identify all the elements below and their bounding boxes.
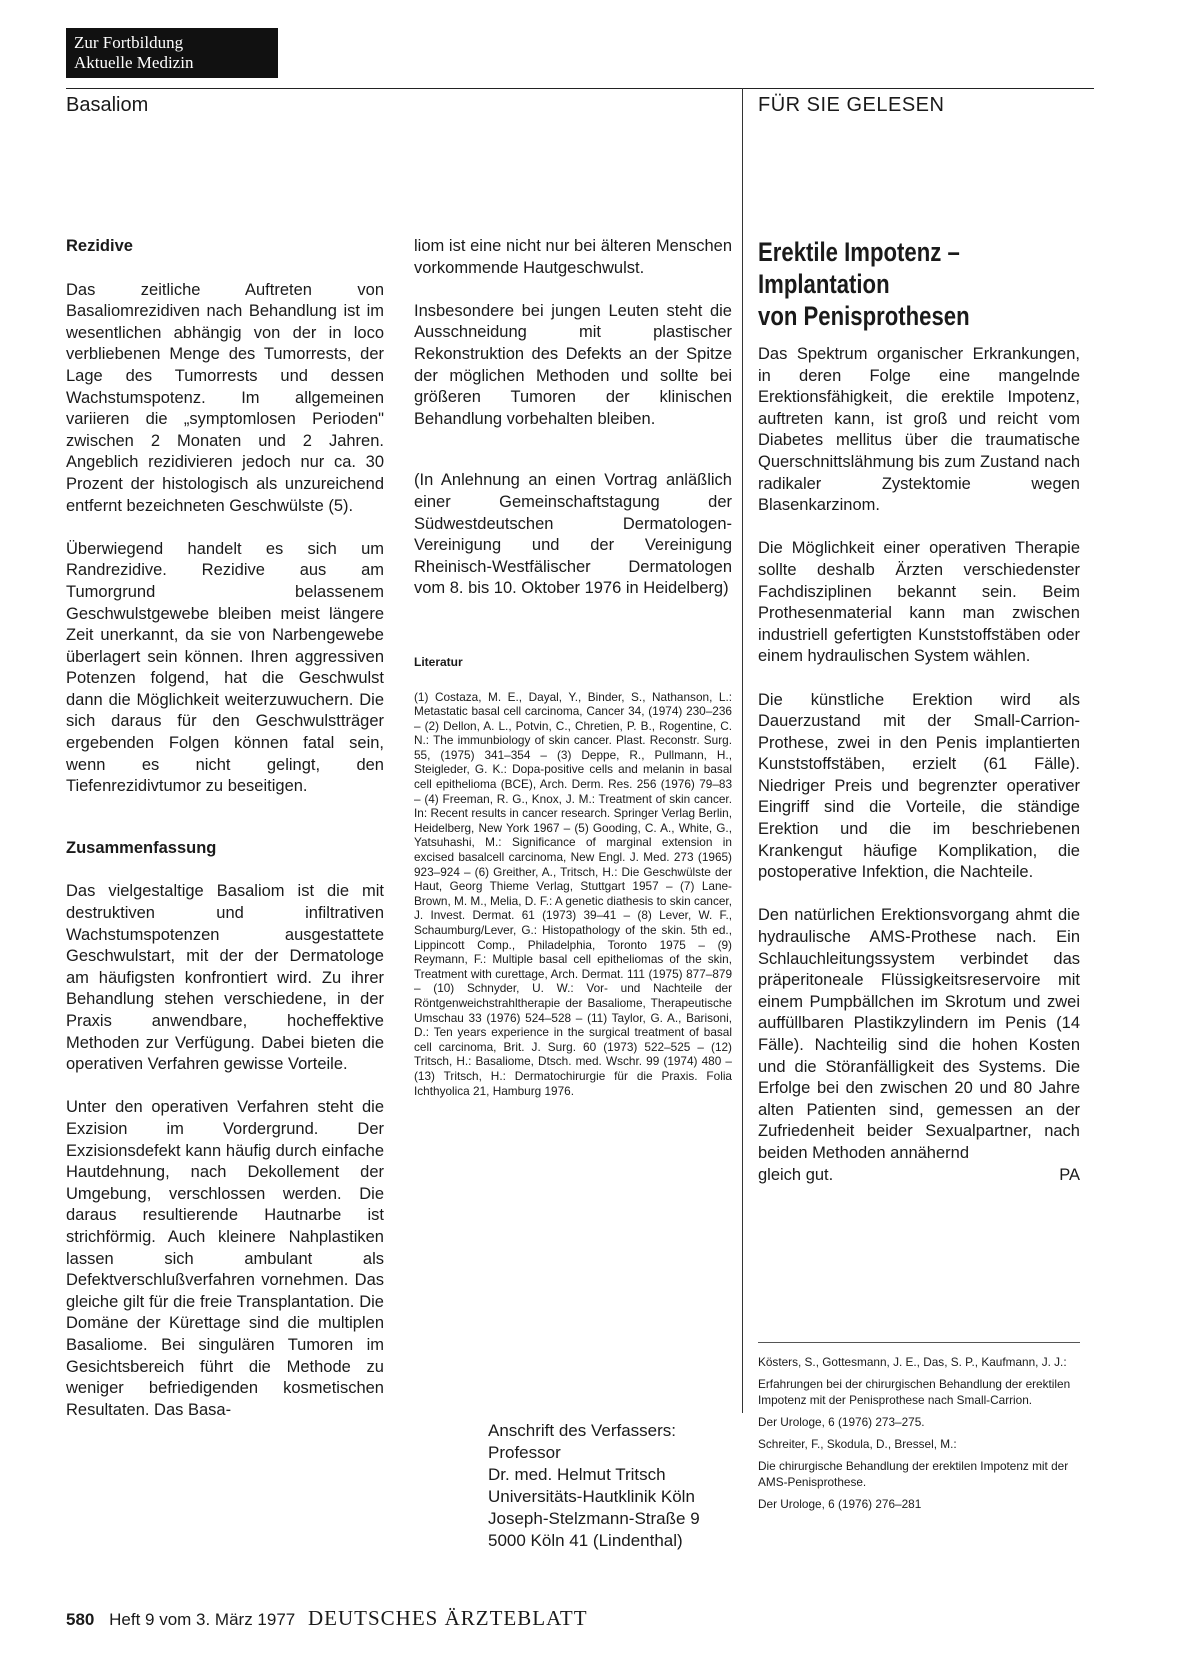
section-title-right: FÜR SIE GELESEN xyxy=(758,94,945,116)
address-line: Joseph-Stelzmann-Straße 9 xyxy=(488,1509,700,1528)
paragraph: Die Möglichkeit einer operativen Therapie sollte deshalb Ärzten verschiedenster Fachdisziplinen bekannt sein. Beim Prothesenmaterial kann man zwischen industriell gefertigten Kunststoffstäben oder einem hydraulischen System wählen. xyxy=(758,539,1080,666)
headline-line: von Penisprothesen xyxy=(758,301,970,331)
headline-line: Implantation xyxy=(758,269,890,299)
reference-title: Die chirurgische Behandlung der erektilen Impotenz mit der AMS-Penisprothese. xyxy=(758,1459,1069,1489)
paragraph-last-line xyxy=(758,1165,1080,1187)
article-column-2 xyxy=(414,236,732,1120)
paragraph: liom ist eine nicht nur bei älteren Menschen vorkommende Hautgeschwulst. xyxy=(414,237,732,277)
reference-authors: Schreiter, F., Skodula, D., Bressel, M.: xyxy=(758,1437,957,1451)
column-divider xyxy=(742,88,743,1413)
references-right xyxy=(758,1354,1082,1518)
reference-source: Der Urologe, 6 (1976) 273–275. xyxy=(758,1415,925,1429)
author-address xyxy=(488,1420,748,1552)
section-title-left: Basaliom xyxy=(66,94,149,116)
paragraph-end: gleich gut. xyxy=(758,1165,834,1184)
reference-title: Erfahrungen bei der chirurgischen Behandlung der erektilen Impotenz mit der Penisprothese nach Small-Carrion. xyxy=(758,1377,1071,1407)
magazine-name: DEUTSCHES ÄRZTEBLATT xyxy=(307,1606,588,1630)
paragraph: Überwiegend handelt es sich um Randrezidive. Rezidive aus am Tumorgrund belassenem Geschwulstgewebe bleiben meist längere Zeit unerkannt, da sie von Narbengewebe überlagert sein können. Ihren aggressiven Potenzen folgend, hat die Geschwulst dann die Möglichkeit weiterzuwuchern. Die sich daraus für den Geschwulstträger ergebenden Folgen können fatal sein, wenn es nicht gelingt, den Tiefenrezidivtumor zu beseitigen. xyxy=(66,539,384,796)
author-initials: PA xyxy=(1059,1165,1080,1184)
reference-authors: Kösters, S., Gottesmann, J. E., Das, S. P., Kaufmann, J. J.: xyxy=(758,1355,1067,1369)
paragraph: Den natürlichen Erektionsvorgang ahmt die hydraulische AMS-Prothese nach. Ein Schlauchleitungssystem verbindet das präperitoneale Flüssigkeitsreservoire mit einem Pumpbällchen im Skrotum und zwei auffüllbaren Plastikzylindern im Penis (14 Fälle). Nachteilig sind die hohen Kosten und die Störanfälligkeit des Systems. Die Erfolge bei den zwischen 20 und 80 Jahre alten Patienten sind, gemessen an der Zufriedenheit beider Sexualpartner, nach beiden Methoden annähernd xyxy=(758,906,1080,1162)
article-headline xyxy=(758,236,1078,332)
badge-line-2: Aktuelle Medizin xyxy=(74,53,194,72)
address-line: Universitäts-Hautklinik Köln xyxy=(488,1487,695,1506)
issue-info: Heft 9 vom 3. März 1977 xyxy=(109,1610,296,1629)
article-column-3 xyxy=(758,236,1080,1186)
paragraph: Die künstliche Erektion wird als Dauerzustand mit der Small-Carrion-Prothese, zwei in den Penis implantierten Kunststoffstäben, erzielt (61 Fälle). Niedriger Preis und begrenzter operativer Eingriff sind die Vorteile, die ständige Erektion und die im beschriebenen Krankengut häufige Komplikation, die postoperative Infektion, die Nachteile. xyxy=(758,690,1080,882)
badge-line-1: Zur Fortbildung xyxy=(74,33,184,52)
reference-source: Der Urologe, 6 (1976) 276–281 xyxy=(758,1497,922,1511)
page-footer xyxy=(66,1606,588,1631)
headline-line: Erektile Impotenz – xyxy=(758,237,960,267)
paragraph: Insbesondere bei jungen Leuten steht die Ausschneidung mit plastischer Rekonstruktion des Defekts an der Spitze der möglichen Methoden und sollte bei größeren Tumoren der klinischen Behandlung vorbehalten bleiben. xyxy=(414,301,732,428)
top-rule xyxy=(66,88,1094,89)
paragraph: Das zeitliche Auftreten von Basaliomrezidiven nach Behandlung ist im wesentlichen abhängig von der in loco verbliebenen Menge des Tumorrests, der Lage des Tumorrests und dessen Wachstumspotenz. Im allgemeinen variieren die „symptomlosen Perioden" zwischen 2 Monaten und 2 Jahren. Angeblich rezidivieren jedoch nur ca. 30 Prozent der histologisch als unzureichend entfernt bezeichneten Geschwülste (5). xyxy=(66,280,384,515)
heading-zusammenfassung: Zusammenfassung xyxy=(66,838,217,857)
reference-list: (1) Costaza, M. E., Dayal, Y., Binder, S., Nathanson, L.: Metastatic basal cell carcinoma, Cancer 34, (1974) 230–236 – (2) Dellon, A. L., Potvin, C., Chretien, P. B., Rogentine, C. N.: The immunbiology of skin cancer. Plast. Reconstr. Surg. 55, (1975) 341–354 – (3) Deppe, R., Pullmann, H., Steigleder, G. K.: Dopa-positive cells and melanin in basal cell epithelioma (BCE), Arch. Derm. Res. 256 (1976) 79–83 – (4) Freeman, R. G., Knox, J. M.: Treatment of skin cancer. In: Recent results in cancer research. Springer Verlag Berlin, Heidelberg, New York 1967 – (5) Gooding, C. A., White, G., Yatsuhashi, M.: Significance of marginal extension in excised basalcell carcinoma, New Engl. J. Med. 273 (1965) 923–924 – (6) Greither, A., Tritsch, H.: Die Geschwülste der Haut, Georg Thieme Verlag, Stuttgart 1957 – (7) Lane-Brown, M. M., Melia, D. F.: A genetic diathesis to skin cancer, J. Invest. Dermat. 61 (1973) 39–41 – (8) Lever, W. F., Schaumburg/Lever, G.: Histopathology of the skin. 5th ed., Lippincott Comp., Philadelphia, Toronto 1975 – (9) Reymann, F.: Multiple basal cell epitheliomas of the skin, Treatment with curettage, Arch. Dermat. 111 (1975) 877–879 – (10) Schnyder, U. W.: Vor- und Nachteile der Röntgenweichstrahltherapie der Basaliome, Therapeutische Umschau 33 (1976) 524–528 – (11) Taylor, G. A., Barisoni, D.: Ten years experience in the surgical treatment of basal cell carcinoma, Brit. J. Surg. 60 (1973) 522–525 – (12) Tritsch, H.: Basaliome, Dtsch. med. Wschr. 99 (1974) 480 – (13) Tritsch, H.: Dermatochirurgie für die Praxis. Folia Ichthyolica 21, Hamburg 1976. xyxy=(414,689,732,1098)
series-badge xyxy=(66,28,278,78)
article-column-1 xyxy=(66,236,384,1443)
address-line: Professor xyxy=(488,1443,561,1462)
heading-rezidive: Rezidive xyxy=(66,237,133,255)
page-number: 580 xyxy=(66,1610,95,1629)
references-rule xyxy=(758,1342,1080,1343)
paragraph: Das vielgestaltige Basaliom ist die mit destruktiven und infiltrativen Wachstumspotenzen ausgestattete Geschwulstart, mit der der Dermatologe am häufigsten konfrontiert wird. Zu ihrer Behandlung stehen verschiedene, in der Praxis anwendbare, hocheffektive Methoden zur Verfügung. Dabei bieten die operativen Verfahren gewisse Vorteile. xyxy=(66,882,384,1074)
paragraph: Unter den operativen Verfahren steht die Exzision im Vordergrund. Der Exzisionsdefekt kann häufig durch einfache Hautdehnung, nach Dekollement der Umgebung, verschlossen werden. Die daraus resultierende Hautnarbe ist strichförmig. Auch kleinere Nahplastiken lassen sich ambulant als Defektverschlußverfahren vornehmen. Das gleiche gilt für die freie Transplantation. Die Domäne der Kürettage sind die multiplen Basaliome. Bei singulären Tumoren im Gesichtsbereich führt die Methode zu weniger befriedigenden kosmetischen Resultaten. Das Basa- xyxy=(66,1098,384,1419)
address-line: 5000 Köln 41 (Lindenthal) xyxy=(488,1531,683,1550)
paragraph-note: (In Anlehnung an einen Vortrag anläßlich einer Gemeinschaftstagung der Südwestdeutschen Dermatologen-Vereinigung und der Vereinigung Rheinisch-Westfälischer Dermatologen vom 8. bis 10. Oktober 1976 in Heidelberg) xyxy=(414,471,732,598)
literature-heading: Literatur xyxy=(414,654,463,669)
paragraph: Das Spektrum organischer Erkrankungen, in deren Folge eine mangelnde Erektionsfähigkeit, die erektile Impotenz, auftreten kann, ist groß und reicht vom Diabetes mellitus über die traumatische Querschnittslähmung bis zum Zustand nach radikaler Zystektomie wegen Blasenkarzinom. xyxy=(758,345,1080,515)
address-line: Anschrift des Verfassers: xyxy=(488,1421,677,1440)
address-line: Dr. med. Helmut Tritsch xyxy=(488,1465,666,1484)
